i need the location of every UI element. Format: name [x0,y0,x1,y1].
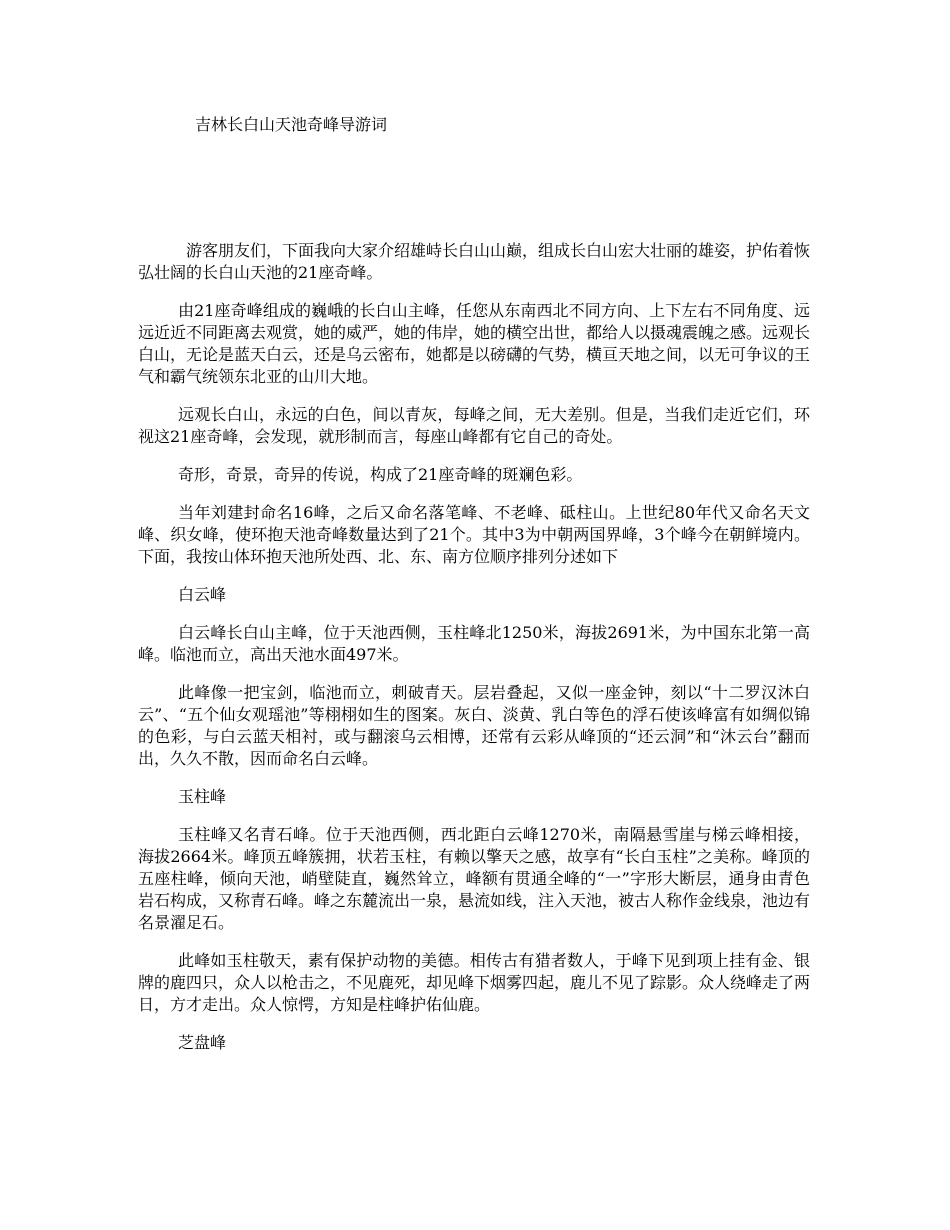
paragraph-naming-history: 当年刘建封命名16峰，之后又命名落笔峰、不老峰、砥柱山。上世纪80年代又命名天文峰、织女峰，使环抱天池奇峰数量达到了21个。其中3为中朝两国界峰，3个峰今在朝鲜境内。下面，我按山体环抱天池所处西、北、东、南方位顺序排列分述如下 [138,503,810,566]
section-heading-zhipan: 芝盘峰 [178,1033,227,1052]
section-heading-baiyun: 白云峰 [178,585,227,604]
document-body [138,240,810,1070]
paragraph-baiyun-location: 白云峰长白山主峰，位于天池西侧，玉柱峰北1250米，海拔2691米，为中国东北第一高峰。临池而立，高出天池水面497米。 [138,623,810,664]
paragraph-yuzhu-location: 玉柱峰又名青石峰。位于天池西侧，西北距白云峰1270米，南隔悬雪崖与梯云峰相接，海拔2664米。峰顶五峰簇拥，状若玉柱，有赖以擎天之感，故享有“长白玉柱”之美称。峰顶的五座柱峰，倾向天池，峭壁陡直，巍然耸立，峰额有贯通全峰的“一”字形大断层，通身由青色岩石构成，又称青石峰。峰之东麓流出一泉，悬流如线，注入天池，被古人称作金线泉，池边有名景濯足石。 [138,825,811,932]
paragraph-distant-view: 远观长白山，永远的白色，间以青灰，每峰之间，无大差别。但是，当我们走近它们，环视这21座奇峰，会发现，就形制而言，每座山峰都有它自己的奇处。 [138,405,810,446]
paragraph-main-peak: 由21座奇峰组成的巍峨的长白山主峰，任您从东南西北不同方向、上下左右不同角度、远远近近不同距离去观赏，她的威严，她的伟岸，她的横空出世，都给人以摄魂震魄之感。远观长白山，无论是蓝天白云，还是乌云密布，她都是以磅礴的气势，横亘天地之间，以无可争议的王气和霸气统领东北亚的山川大地。 [138,301,811,386]
section-heading-yuzhu: 玉柱峰 [178,787,227,806]
document-title: 吉林长白山天池奇峰导游词 [195,115,388,134]
intro-paragraph: 游客朋友们，下面我向大家介绍雄峙长白山山巅，组成长白山宏大壮丽的雄姿，护佑着恢弘壮阔的长白山天池的21座奇峰。 [138,241,811,282]
paragraph-baiyun-description: 此峰像一把宝剑，临池而立，刺破青天。层岩叠起，又似一座金钟，刻以“十二罗汉沐白云”、“五个仙女观瑶池”等栩栩如生的图案。灰白、淡黄、乳白等色的浮石使该峰富有如绸似锦的色彩，与白云蓝天相衬，或与翻滚乌云相博，还常有云彩从峰顶的“还云洞”和“沐云台”翻而出，久久不散，因而命名白云峰。 [138,683,810,768]
paragraph-yuzhu-legend: 此峰如玉柱敬天，素有保护动物的美德。相传古有猎者数人，于峰下见到项上挂有金、银牌的鹿四只，众人以枪击之，不见鹿死，却见峰下烟雾四起，鹿儿不见了踪影。众人绕峰走了两日，方才走出。众人惊愕，方知是柱峰护佑仙鹿。 [138,951,811,1014]
paragraph-wonders: 奇形，奇景，奇异的传说，构成了21座奇峰的斑斓色彩。 [178,465,583,484]
